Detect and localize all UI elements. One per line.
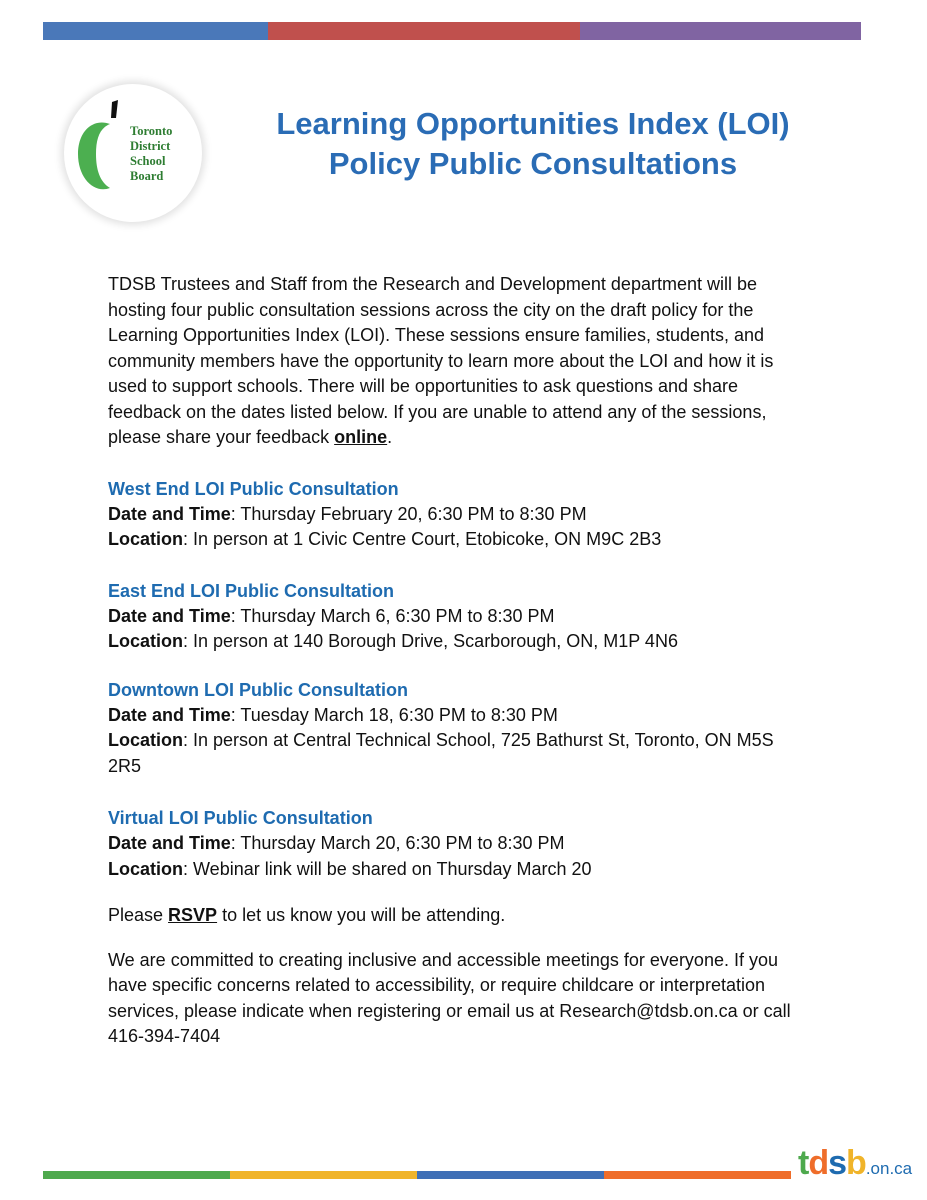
logo-line: Toronto [130,124,173,138]
session-heading: East End LOI Public Consultation [108,580,395,601]
session-virtual [108,805,808,882]
title-line-1: Learning Opportunities Index (LOI) [276,106,790,141]
footer-logo-letter: s [828,1144,847,1182]
label-separator: : [230,605,241,626]
logo-line: Board [130,169,164,183]
rsvp-link[interactable]: RSVP [168,905,218,925]
date-time-label: Date and Time [108,833,231,853]
tdsb-logo [64,84,202,222]
session-heading: West End LOI Public Consultation [108,478,399,499]
label-separator: : [183,631,194,651]
location-value: In person at Central Technical School, 725 Bathurst St, Toronto, ON M5S 2R5 [108,730,774,776]
location-label: Location [108,858,183,879]
session-heading: Virtual LOI Public Consultation [108,808,373,828]
footer-logo-letter: b [846,1144,866,1182]
bottom-color-bar [43,1171,791,1179]
label-separator: : [183,858,194,879]
session-downtown [108,677,808,780]
top-bar-segment-blue [43,22,268,40]
rsvp-after: to let us know you will be attending. [217,905,506,925]
rsvp-paragraph [108,903,808,929]
session-date-time [108,703,808,729]
bottom-bar-segment-orange [604,1171,791,1179]
bottom-bar-segment-blue [417,1171,604,1179]
intro-text: TDSB Trustees and Staff from the Research and Development department will be hosting four public consultation sessions across the city on the draft policy for the Learning Opportunities Index (LOI). These sessions ensure families, students, and community members have the opportunity to learn more about the LOI and how it is used to support schools. There will be opportunities to ask questions and share feedback on the dates listed below. If you are unable to attend any of the sessions, please share your feedback [108,274,774,447]
bottom-bar-segment-yellow [230,1171,417,1179]
top-bar-segment-red [268,22,580,40]
session-west-end [108,476,808,553]
location-label: Location [108,730,183,750]
label-separator: : [183,730,194,750]
title-line-2: Policy Public Consultations [328,146,738,181]
date-time-label: Date and Time [108,503,231,524]
top-color-bar [43,22,861,40]
session-east-end [108,578,808,655]
footer-logo-suffix: .on.ca [865,1159,913,1178]
accessibility-paragraph: We are committed to creating inclusive and accessible meetings for everyone. If you have specific concerns related to accessibility, or require childcare or interpretation services, please indicate when registering or email us at Research@tdsb.on.ca or call 416-394-7404 [108,949,791,1046]
main-content [108,272,808,1050]
date-time-label: Date and Time [108,605,231,626]
session-date-time [108,502,808,528]
bottom-bar-segment-green [43,1171,230,1179]
session-date-time [108,831,808,857]
intro-paragraph [108,272,808,451]
date-time-value: Tuesday March 18, 6:30 PM to 8:30 PM [240,704,558,725]
label-separator: : [230,704,241,725]
session-location [108,857,808,883]
session-heading: Downtown LOI Public Consultation [108,679,408,700]
footer-logo-letter: t [798,1144,809,1182]
label-separator: : [230,503,241,524]
session-location [108,527,808,553]
session-location [108,629,808,655]
rsvp-before: Please [108,905,169,925]
logo-line: School [130,154,166,168]
online-feedback-link[interactable]: online [334,427,388,447]
date-time-label: Date and Time [108,704,231,725]
location-label: Location [108,529,183,549]
footer-logo-letter: d [808,1144,829,1182]
date-time-value: Thursday February 20, 6:30 PM to 8:30 PM [240,503,587,524]
tdsb-footer-logo [798,1143,912,1189]
label-separator: : [183,529,194,549]
location-value: In person at 140 Borough Drive, Scarborough, ON, M1P 4N6 [193,631,678,651]
intro-end: . [387,427,393,447]
top-bar-segment-purple [580,22,861,40]
apple-logo-icon [74,96,134,206]
session-location [108,728,808,779]
logo-text [130,124,210,184]
logo-line: District [130,139,171,153]
label-separator: : [230,833,241,853]
session-date-time [108,604,808,630]
date-time-value: Thursday March 6, 6:30 PM to 8:30 PM [240,605,555,626]
location-label: Location [108,631,183,651]
page-title [220,104,846,184]
location-value: Webinar link will be shared on Thursday March 20 [193,858,592,879]
location-value: In person at 1 Civic Centre Court, Etobicoke, ON M9C 2B3 [193,529,662,549]
date-time-value: Thursday March 20, 6:30 PM to 8:30 PM [240,833,565,853]
